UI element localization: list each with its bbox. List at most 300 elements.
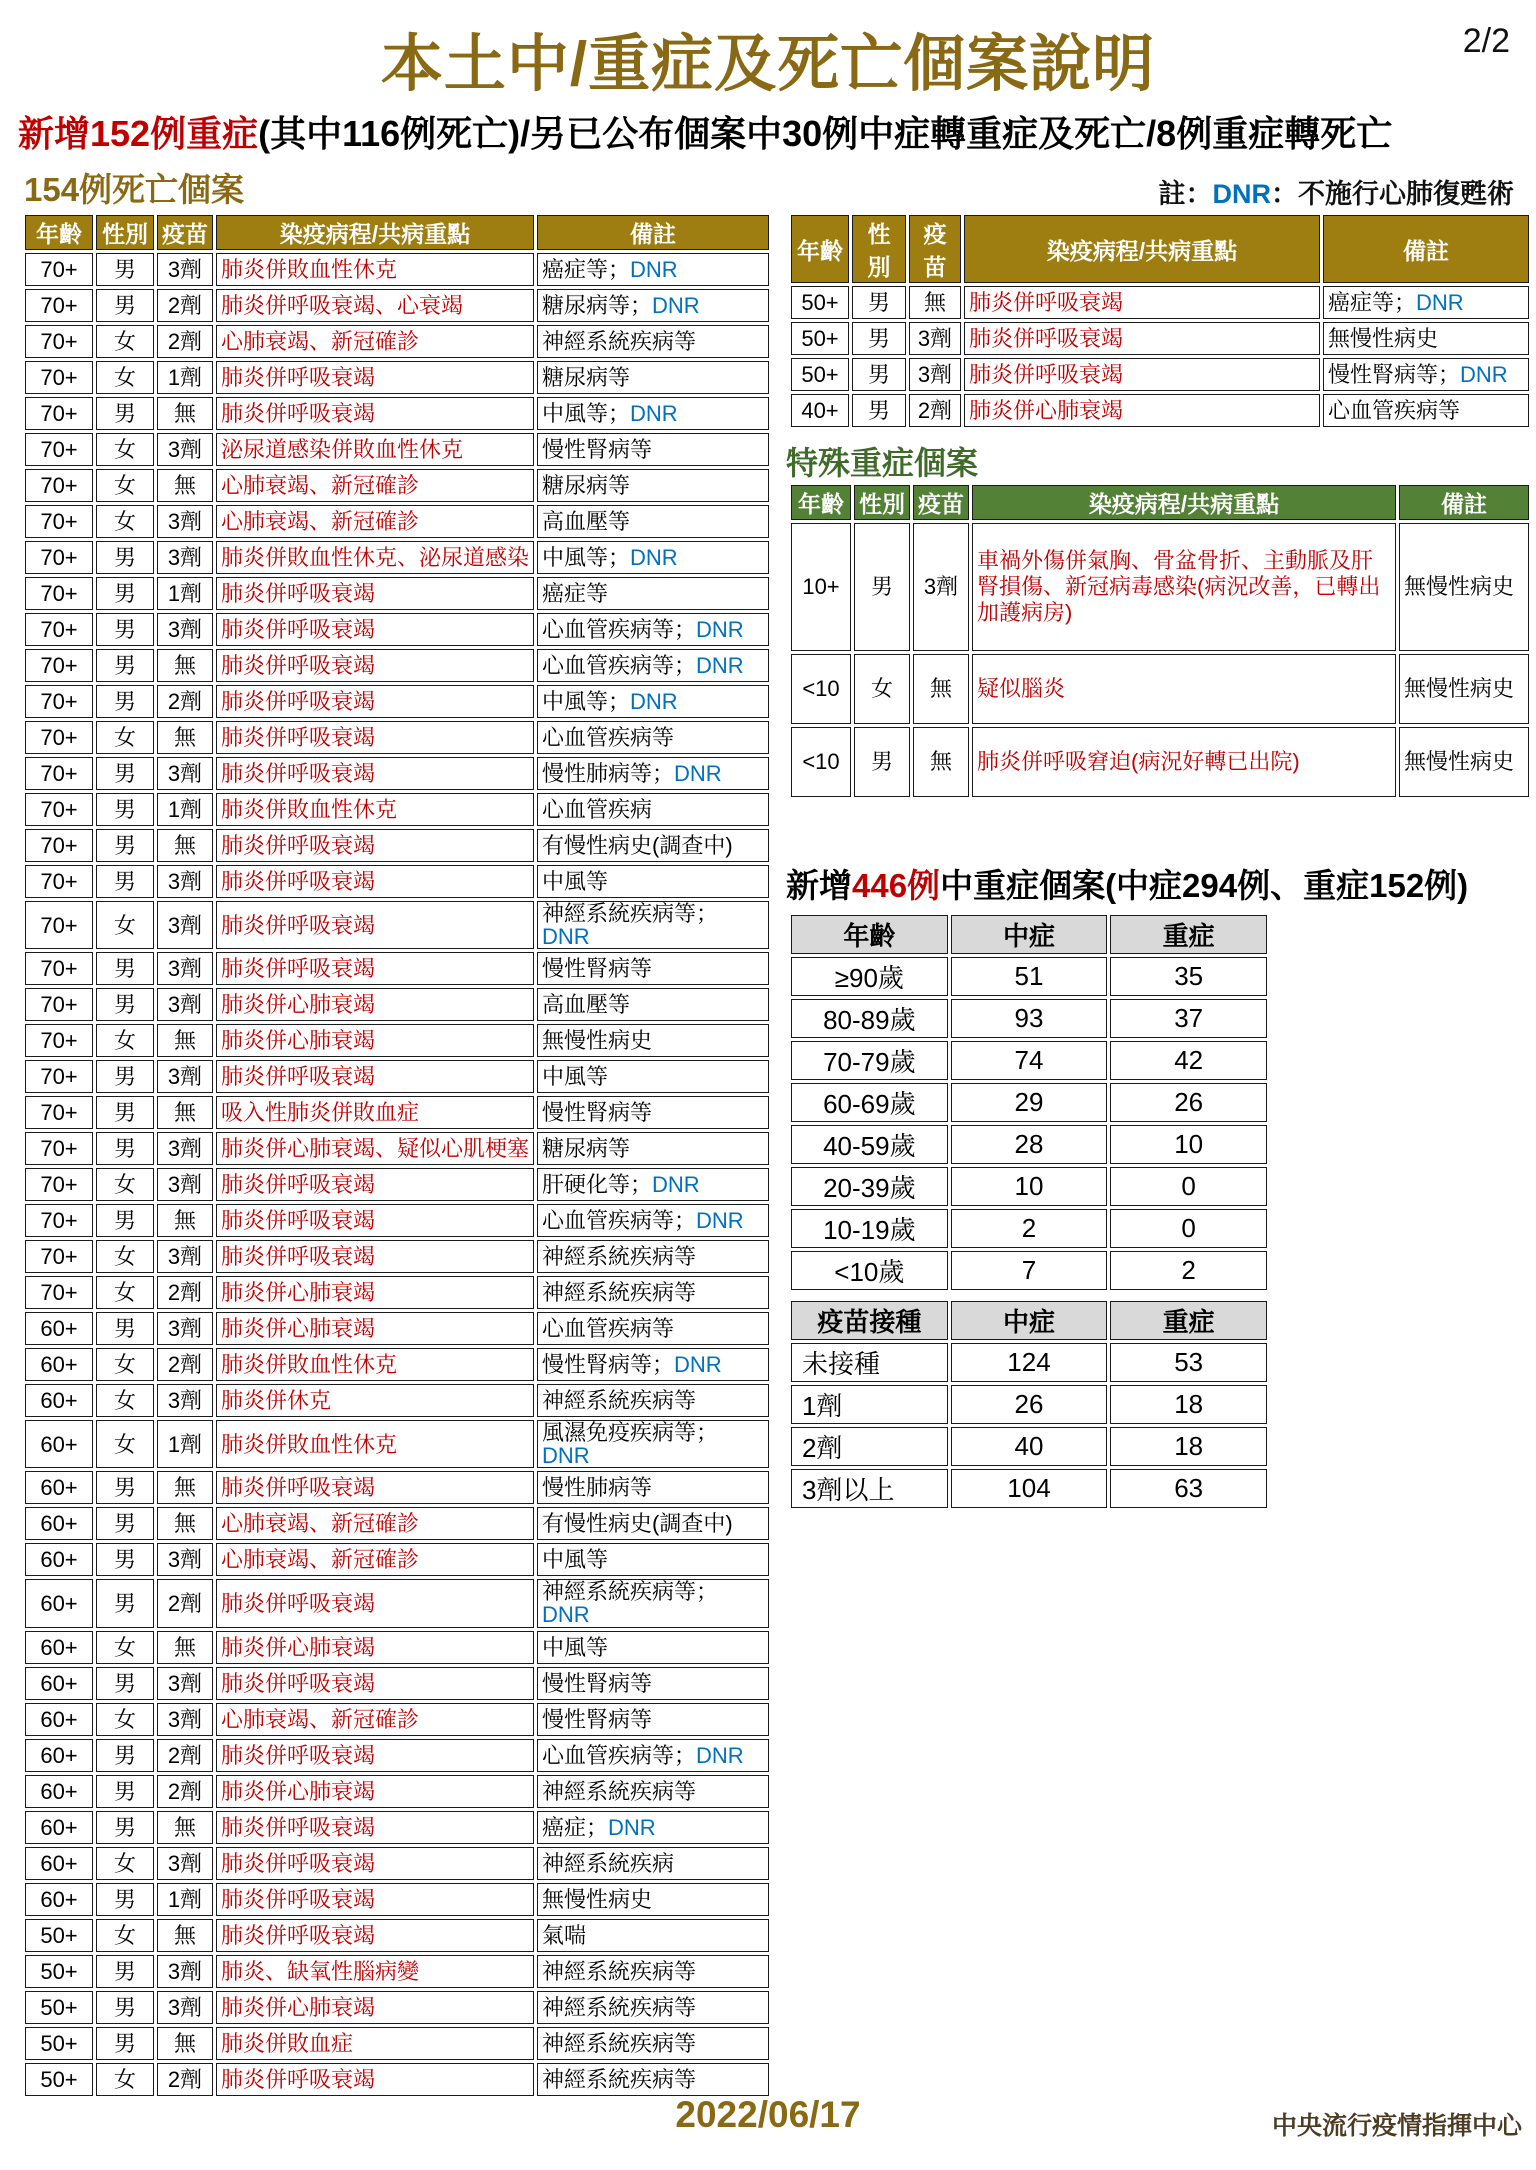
course-cell: 肺炎併敗血性休克 <box>216 793 534 826</box>
vaccine-cell: 無 <box>157 469 213 502</box>
course-cell: 車禍外傷併氣胸、骨盆骨折、主動脈及肝腎損傷、新冠病毒感染(病況改善，已轉出加護病房) <box>972 523 1396 651</box>
age-group-row <box>791 999 1267 1038</box>
remark-cell: 癌症等；DNR <box>1323 286 1529 319</box>
dnr-label: DNR <box>696 1208 744 1234</box>
age-cell: 70+ <box>25 649 93 682</box>
age-cell: 10+ <box>791 523 851 651</box>
remark-cell: 慢性腎病等 <box>537 1667 769 1700</box>
severe-count-cell: 18 <box>1110 1427 1267 1466</box>
age-cell: 70+ <box>25 253 93 286</box>
sex-cell: 男 <box>96 1579 154 1627</box>
category-cell: 40-59歲 <box>791 1125 948 1164</box>
death-case-row <box>25 397 769 430</box>
vaccine-cell: 無 <box>157 1096 213 1129</box>
remark-cell: 心血管疾病等；DNR <box>537 1739 769 1772</box>
vaccine-cell: 2劑 <box>157 1348 213 1381</box>
ms-title-count: 446例 <box>852 867 941 904</box>
vaccine-dose-row <box>791 1469 1267 1508</box>
remark-cell: 心血管疾病等 <box>1323 394 1529 427</box>
remark-cell: 中風等 <box>537 865 769 898</box>
death-case-row <box>791 322 1529 355</box>
age-cell: 40+ <box>791 394 849 427</box>
course-cell: 肺炎併心肺衰竭 <box>216 1312 534 1345</box>
course-cell: 肺炎併呼吸衰竭 <box>216 1204 534 1237</box>
sex-cell: 男 <box>96 1667 154 1700</box>
course-cell: 肺炎併呼吸衰竭、心衰竭 <box>216 289 534 322</box>
severe-count-cell: 0 <box>1110 1209 1267 1248</box>
course-cell: 心肺衰竭、新冠確診 <box>216 325 534 358</box>
moderate-count-cell: 2 <box>951 1209 1108 1248</box>
course-cell: 肺炎併呼吸衰竭 <box>964 286 1320 319</box>
vaccine-cell: 3劑 <box>157 1168 213 1201</box>
age-cell: 60+ <box>25 1420 93 1468</box>
age-cell: 70+ <box>25 685 93 718</box>
age-group-row <box>791 1083 1267 1122</box>
vaccine-cell: 2劑 <box>157 1775 213 1808</box>
age-group-row <box>791 957 1267 996</box>
death-case-row <box>25 1955 769 1988</box>
course-cell: 肺炎併呼吸衰竭 <box>216 1919 534 1952</box>
death-case-row <box>25 1919 769 1952</box>
col-remark: 備註 <box>1323 215 1529 283</box>
death-case-row <box>25 289 769 322</box>
death-case-row <box>25 469 769 502</box>
severe-count-cell: 37 <box>1110 999 1267 1038</box>
remark-cell: 慢性腎病等；DNR <box>537 1348 769 1381</box>
course-cell: 肺炎併呼吸衰竭 <box>216 613 534 646</box>
moderate-count-cell: 10 <box>951 1167 1108 1206</box>
category-cell: 3劑以上 <box>791 1469 948 1508</box>
sex-cell: 男 <box>96 1312 154 1345</box>
age-cell: 70+ <box>25 505 93 538</box>
sex-cell: 男 <box>96 1096 154 1129</box>
death-case-row <box>25 1739 769 1772</box>
remark-cell: 心血管疾病 <box>537 793 769 826</box>
remark-cell: 神經系統疾病等 <box>537 2063 769 2096</box>
vaccine-cell: 2劑 <box>157 685 213 718</box>
special-case-row <box>791 654 1529 724</box>
course-cell: 肺炎併心肺衰竭 <box>216 1276 534 1309</box>
col-vaccine: 疫苗 <box>913 485 969 520</box>
severe-count-cell: 63 <box>1110 1469 1267 1508</box>
sex-cell: 男 <box>96 1955 154 1988</box>
sex-cell: 男 <box>96 1811 154 1844</box>
age-cell: 70+ <box>25 289 93 322</box>
vaccine-cell: 3劑 <box>157 1543 213 1576</box>
course-cell: 肺炎併呼吸衰竭 <box>216 901 534 949</box>
death-case-row <box>25 1631 769 1664</box>
course-cell: 肺炎併敗血性休克 <box>216 253 534 286</box>
category-cell: 70-79歲 <box>791 1041 948 1080</box>
sex-cell: 男 <box>852 394 906 427</box>
sex-cell: 女 <box>96 1276 154 1309</box>
category-cell: <10歲 <box>791 1251 948 1290</box>
sex-cell: 女 <box>96 2063 154 2096</box>
remark-cell: 氣喘 <box>537 1919 769 1952</box>
age-cell: 60+ <box>25 1471 93 1504</box>
vaccine-cell: 3劑 <box>157 1667 213 1700</box>
vaccine-cell: 無 <box>157 1204 213 1237</box>
death-case-row <box>25 2063 769 2096</box>
age-cell: 70+ <box>25 325 93 358</box>
death-case-row <box>25 325 769 358</box>
course-cell: 肺炎併心肺衰竭 <box>216 1775 534 1808</box>
death-case-row <box>25 721 769 754</box>
vaccination-table <box>788 1298 1270 1511</box>
age-group-row <box>791 1125 1267 1164</box>
vaccine-cell: 3劑 <box>157 1384 213 1417</box>
vaccine-cell: 3劑 <box>157 613 213 646</box>
remark-cell: 肝硬化等；DNR <box>537 1168 769 1201</box>
sex-cell: 女 <box>96 901 154 949</box>
dnr-label: DNR <box>542 1602 590 1628</box>
age-cell: 50+ <box>791 322 849 355</box>
moderate-count-cell: 7 <box>951 1251 1108 1290</box>
course-cell: 肺炎併心肺衰竭、疑似心肌梗塞 <box>216 1132 534 1165</box>
remark-cell: 中風等 <box>537 1543 769 1576</box>
remark-cell: 慢性肺病等 <box>537 1471 769 1504</box>
death-case-row <box>25 757 769 790</box>
severe-count-cell: 10 <box>1110 1125 1267 1164</box>
sex-cell: 女 <box>96 361 154 394</box>
vaccine-dose-row <box>791 1427 1267 1466</box>
course-cell: 肺炎併心肺衰竭 <box>216 1991 534 2024</box>
age-cell: 60+ <box>25 1384 93 1417</box>
sex-cell: 男 <box>96 1543 154 1576</box>
vaccine-cell: 3劑 <box>157 253 213 286</box>
remark-cell: 高血壓等 <box>537 988 769 1021</box>
sex-cell: 男 <box>96 1132 154 1165</box>
age-cell: 70+ <box>25 1168 93 1201</box>
vaccine-cell: 無 <box>157 721 213 754</box>
col-vaccination: 疫苗接種 <box>791 1301 948 1340</box>
death-case-row <box>25 1420 769 1468</box>
vaccine-cell: 無 <box>157 1471 213 1504</box>
sex-cell: 男 <box>96 829 154 862</box>
vaccine-cell: 3劑 <box>157 1312 213 1345</box>
death-case-row <box>25 649 769 682</box>
course-cell: 肺炎併呼吸衰竭 <box>216 1883 534 1916</box>
course-cell: 肺炎併呼吸衰竭 <box>216 2063 534 2096</box>
col-age-group: 年齡 <box>791 915 948 954</box>
severe-count-cell: 0 <box>1110 1167 1267 1206</box>
death-case-row <box>25 1667 769 1700</box>
severe-count-cell: 2 <box>1110 1251 1267 1290</box>
course-cell: 肺炎併呼吸衰竭 <box>216 952 534 985</box>
col-age: 年齡 <box>791 215 849 283</box>
moderate-count-cell: 74 <box>951 1041 1108 1080</box>
col-remark: 備註 <box>537 215 769 250</box>
age-cell: 70+ <box>25 1132 93 1165</box>
dnr-label: DNR <box>1416 289 1464 315</box>
course-cell: 肺炎併呼吸衰竭 <box>216 757 534 790</box>
course-cell: 肺炎併心肺衰竭 <box>216 988 534 1021</box>
dnr-label: DNR <box>674 1352 722 1378</box>
vaccine-cell: 無 <box>157 1811 213 1844</box>
course-cell: 肺炎併敗血性休克 <box>216 1420 534 1468</box>
deaths-table-right-header <box>791 215 1529 283</box>
dnr-label: DNR <box>542 924 590 950</box>
dnr-label: DNR <box>630 544 678 570</box>
course-cell: 肺炎併心肺衰竭 <box>216 1631 534 1664</box>
vaccine-cell: 2劑 <box>157 2063 213 2096</box>
course-cell: 肺炎併呼吸衰竭 <box>216 1847 534 1880</box>
severe-count-cell: 42 <box>1110 1041 1267 1080</box>
age-cell: 70+ <box>25 865 93 898</box>
death-case-row <box>25 1384 769 1417</box>
remark-cell: 慢性腎病等 <box>537 1703 769 1736</box>
vaccine-cell: 無 <box>157 649 213 682</box>
death-case-row <box>25 1471 769 1504</box>
course-cell: 肺炎併呼吸衰竭 <box>216 1060 534 1093</box>
vaccine-dose-row <box>791 1385 1267 1424</box>
headline-new-severe: 新增152例重症 <box>18 113 259 154</box>
remark-cell: 中風等；DNR <box>537 685 769 718</box>
category-cell: 2劑 <box>791 1427 948 1466</box>
col-sex: 性別 <box>96 215 154 250</box>
course-cell: 泌尿道感染併敗血性休克 <box>216 433 534 466</box>
report-date: 2022/06/17 <box>675 2094 861 2135</box>
vaccine-cell: 2劑 <box>157 289 213 322</box>
sex-cell: 男 <box>96 1883 154 1916</box>
severe-count-cell: 18 <box>1110 1385 1267 1424</box>
age-cell: 60+ <box>25 1348 93 1381</box>
course-cell: 肺炎併呼吸衰竭 <box>216 1579 534 1627</box>
vaccine-cell: 1劑 <box>157 577 213 610</box>
remark-cell: 中風等；DNR <box>537 397 769 430</box>
age-cell: 50+ <box>25 1919 93 1952</box>
remark-cell: 無慢性病史 <box>1399 654 1529 724</box>
sex-cell: 女 <box>96 1240 154 1273</box>
course-cell: 心肺衰竭、新冠確診 <box>216 1507 534 1540</box>
dnr-label: DNR <box>630 256 678 282</box>
course-cell: 肺炎併呼吸衰竭 <box>216 1168 534 1201</box>
course-cell: 肺炎併敗血症 <box>216 2027 534 2060</box>
course-cell: 肺炎併呼吸衰竭 <box>216 1471 534 1504</box>
course-cell: 肺炎併呼吸衰竭 <box>216 1739 534 1772</box>
remark-cell: 糖尿病等 <box>537 469 769 502</box>
vaccine-table-header <box>791 1301 1267 1340</box>
age-group-row <box>791 1209 1267 1248</box>
category-cell: 60-69歲 <box>791 1083 948 1122</box>
dnr-label: DNR <box>696 1742 744 1768</box>
col-course: 染疫病程/共病重點 <box>216 215 534 250</box>
remark-cell: 神經系統疾病等 <box>537 1991 769 2024</box>
sex-cell: 女 <box>96 1919 154 1952</box>
remark-cell: 慢性肺病等；DNR <box>537 757 769 790</box>
vaccine-cell: 2劑 <box>157 1739 213 1772</box>
sex-cell: 男 <box>96 1775 154 1808</box>
sex-cell: 男 <box>96 253 154 286</box>
remark-cell: 無慢性病史 <box>1399 523 1529 651</box>
remark-cell: 中風等；DNR <box>537 541 769 574</box>
vaccine-cell: 3劑 <box>157 1991 213 2024</box>
remark-cell: 神經系統疾病 <box>537 1847 769 1880</box>
moderate-count-cell: 26 <box>951 1385 1108 1424</box>
dnr-label: DNR <box>630 688 678 714</box>
remark-cell: 風濕免疫疾病等；DNR <box>537 1420 769 1468</box>
category-cell: 未接種 <box>791 1343 948 1382</box>
vaccine-cell: 1劑 <box>157 361 213 394</box>
organization-name: 中央流行疫情指揮中心 <box>1271 2112 1522 2140</box>
age-cell: 70+ <box>25 901 93 949</box>
death-case-row <box>25 361 769 394</box>
vaccine-cell: 1劑 <box>157 1883 213 1916</box>
severe-count-cell: 35 <box>1110 957 1267 996</box>
age-cell: 70+ <box>25 793 93 826</box>
sex-cell: 男 <box>96 757 154 790</box>
remark-cell: 無慢性病史 <box>537 1883 769 1916</box>
sex-cell: 女 <box>96 433 154 466</box>
age-cell: 70+ <box>25 829 93 862</box>
sex-cell: 男 <box>852 358 906 391</box>
death-case-row <box>25 1168 769 1201</box>
sex-cell: 女 <box>96 1703 154 1736</box>
dnr-label: DNR <box>630 400 678 426</box>
age-distribution-table <box>788 912 1270 1293</box>
sex-cell: 女 <box>96 469 154 502</box>
death-case-row <box>25 685 769 718</box>
dnr-note-suffix: ：不施行心肺復甦術 <box>1271 179 1514 209</box>
sex-cell: 男 <box>96 1507 154 1540</box>
death-case-row <box>25 433 769 466</box>
remark-cell: 糖尿病等；DNR <box>537 289 769 322</box>
sex-cell: 男 <box>96 397 154 430</box>
col-sex: 性別 <box>854 485 910 520</box>
moderate-count-cell: 51 <box>951 957 1108 996</box>
vaccine-cell: 3劑 <box>157 901 213 949</box>
category-cell: 10-19歲 <box>791 1209 948 1248</box>
dnr-note-label: DNR <box>1212 179 1271 209</box>
course-cell: 肺炎併呼吸衰竭 <box>216 1667 534 1700</box>
remark-cell: 神經系統疾病等 <box>537 1276 769 1309</box>
remark-cell: 心血管疾病等 <box>537 721 769 754</box>
sex-cell: 男 <box>96 1060 154 1093</box>
sex-cell: 男 <box>96 952 154 985</box>
remark-cell: 神經系統疾病等；DNR <box>537 901 769 949</box>
age-cell: 50+ <box>25 1991 93 2024</box>
dnr-label: DNR <box>608 1814 656 1840</box>
vaccine-cell: 無 <box>157 2027 213 2060</box>
remark-cell: 癌症；DNR <box>537 1811 769 1844</box>
death-case-row <box>25 1276 769 1309</box>
deaths-count-title: 154例死亡個案 <box>24 171 245 208</box>
age-cell: 70+ <box>25 721 93 754</box>
remark-cell: 慢性腎病等 <box>537 1096 769 1129</box>
vaccine-cell: 3劑 <box>913 523 969 651</box>
age-cell: 50+ <box>791 358 849 391</box>
age-cell: 60+ <box>25 1739 93 1772</box>
sex-cell: 男 <box>96 649 154 682</box>
remark-cell: 糖尿病等 <box>537 1132 769 1165</box>
age-cell: 70+ <box>25 397 93 430</box>
course-cell: 心肺衰竭、新冠確診 <box>216 469 534 502</box>
course-cell: 肺炎併休克 <box>216 1384 534 1417</box>
age-cell: <10 <box>791 727 851 797</box>
col-age: 年齡 <box>791 485 851 520</box>
special-case-row <box>791 727 1529 797</box>
age-cell: 70+ <box>25 361 93 394</box>
death-case-row <box>25 1312 769 1345</box>
death-case-row <box>25 1579 769 1627</box>
course-cell: 疑似腦炎 <box>972 654 1396 724</box>
vaccine-cell: 3劑 <box>157 1955 213 1988</box>
age-cell: 60+ <box>25 1811 93 1844</box>
sex-cell: 女 <box>96 1420 154 1468</box>
special-cases-header <box>791 485 1529 520</box>
course-cell: 肺炎併敗血性休克 <box>216 1348 534 1381</box>
vaccine-cell: 2劑 <box>157 325 213 358</box>
sex-cell: 男 <box>96 613 154 646</box>
vaccine-cell: 1劑 <box>157 793 213 826</box>
moderate-count-cell: 29 <box>951 1083 1108 1122</box>
remark-cell: 心血管疾病等；DNR <box>537 1204 769 1237</box>
death-case-row <box>25 2027 769 2060</box>
special-cases-table <box>788 482 1532 800</box>
remark-cell: 慢性腎病等 <box>537 433 769 466</box>
death-case-row <box>25 505 769 538</box>
course-cell: 心肺衰竭、新冠確診 <box>216 1703 534 1736</box>
death-case-row <box>25 1847 769 1880</box>
death-case-row <box>25 1348 769 1381</box>
age-cell: 70+ <box>25 433 93 466</box>
moderate-count-cell: 40 <box>951 1427 1108 1466</box>
remark-cell: 中風等 <box>537 1060 769 1093</box>
death-case-row <box>25 613 769 646</box>
vaccine-cell: 無 <box>909 286 961 319</box>
sex-cell: 女 <box>96 721 154 754</box>
category-cell: 20-39歲 <box>791 1167 948 1206</box>
severe-count-cell: 53 <box>1110 1343 1267 1382</box>
remark-cell: 慢性腎病等 <box>537 952 769 985</box>
sex-cell: 男 <box>96 1991 154 2024</box>
age-cell: 60+ <box>25 1579 93 1627</box>
dnr-label: DNR <box>652 1172 700 1198</box>
course-cell: 肺炎併敗血性休克、泌尿道感染 <box>216 541 534 574</box>
remark-cell: 神經系統疾病等 <box>537 2027 769 2060</box>
page-title: 本土中/重症及死亡個案說明 <box>380 30 1156 99</box>
sex-cell: 男 <box>96 541 154 574</box>
course-cell: 肺炎併呼吸衰竭 <box>216 1811 534 1844</box>
remark-cell: 癌症等 <box>537 577 769 610</box>
vaccine-cell: 3劑 <box>157 988 213 1021</box>
death-case-row <box>25 541 769 574</box>
dnr-label: DNR <box>652 292 700 318</box>
death-case-row <box>25 1204 769 1237</box>
death-case-row <box>25 1060 769 1093</box>
col-moderate: 中症 <box>951 1301 1108 1340</box>
sex-cell: 男 <box>852 286 906 319</box>
course-cell: 肺炎併心肺衰竭 <box>216 1024 534 1057</box>
category-cell: ≥90歲 <box>791 957 948 996</box>
remark-cell: 有慢性病史(調查中) <box>537 829 769 862</box>
col-course: 染疫病程/共病重點 <box>964 215 1320 283</box>
vaccine-cell: 無 <box>157 1024 213 1057</box>
col-age: 年齡 <box>25 215 93 250</box>
sex-cell: 男 <box>96 289 154 322</box>
sex-cell: 女 <box>96 505 154 538</box>
sex-cell: 女 <box>96 1631 154 1664</box>
course-cell: 肺炎併呼吸衰竭 <box>216 649 534 682</box>
vaccine-cell: 3劑 <box>157 1132 213 1165</box>
remark-cell: 中風等 <box>537 1631 769 1664</box>
remark-cell: 糖尿病等 <box>537 361 769 394</box>
death-case-row <box>25 1240 769 1273</box>
sex-cell: 女 <box>96 1847 154 1880</box>
sex-cell: 男 <box>96 865 154 898</box>
age-cell: 70+ <box>25 541 93 574</box>
death-case-row <box>25 1507 769 1540</box>
